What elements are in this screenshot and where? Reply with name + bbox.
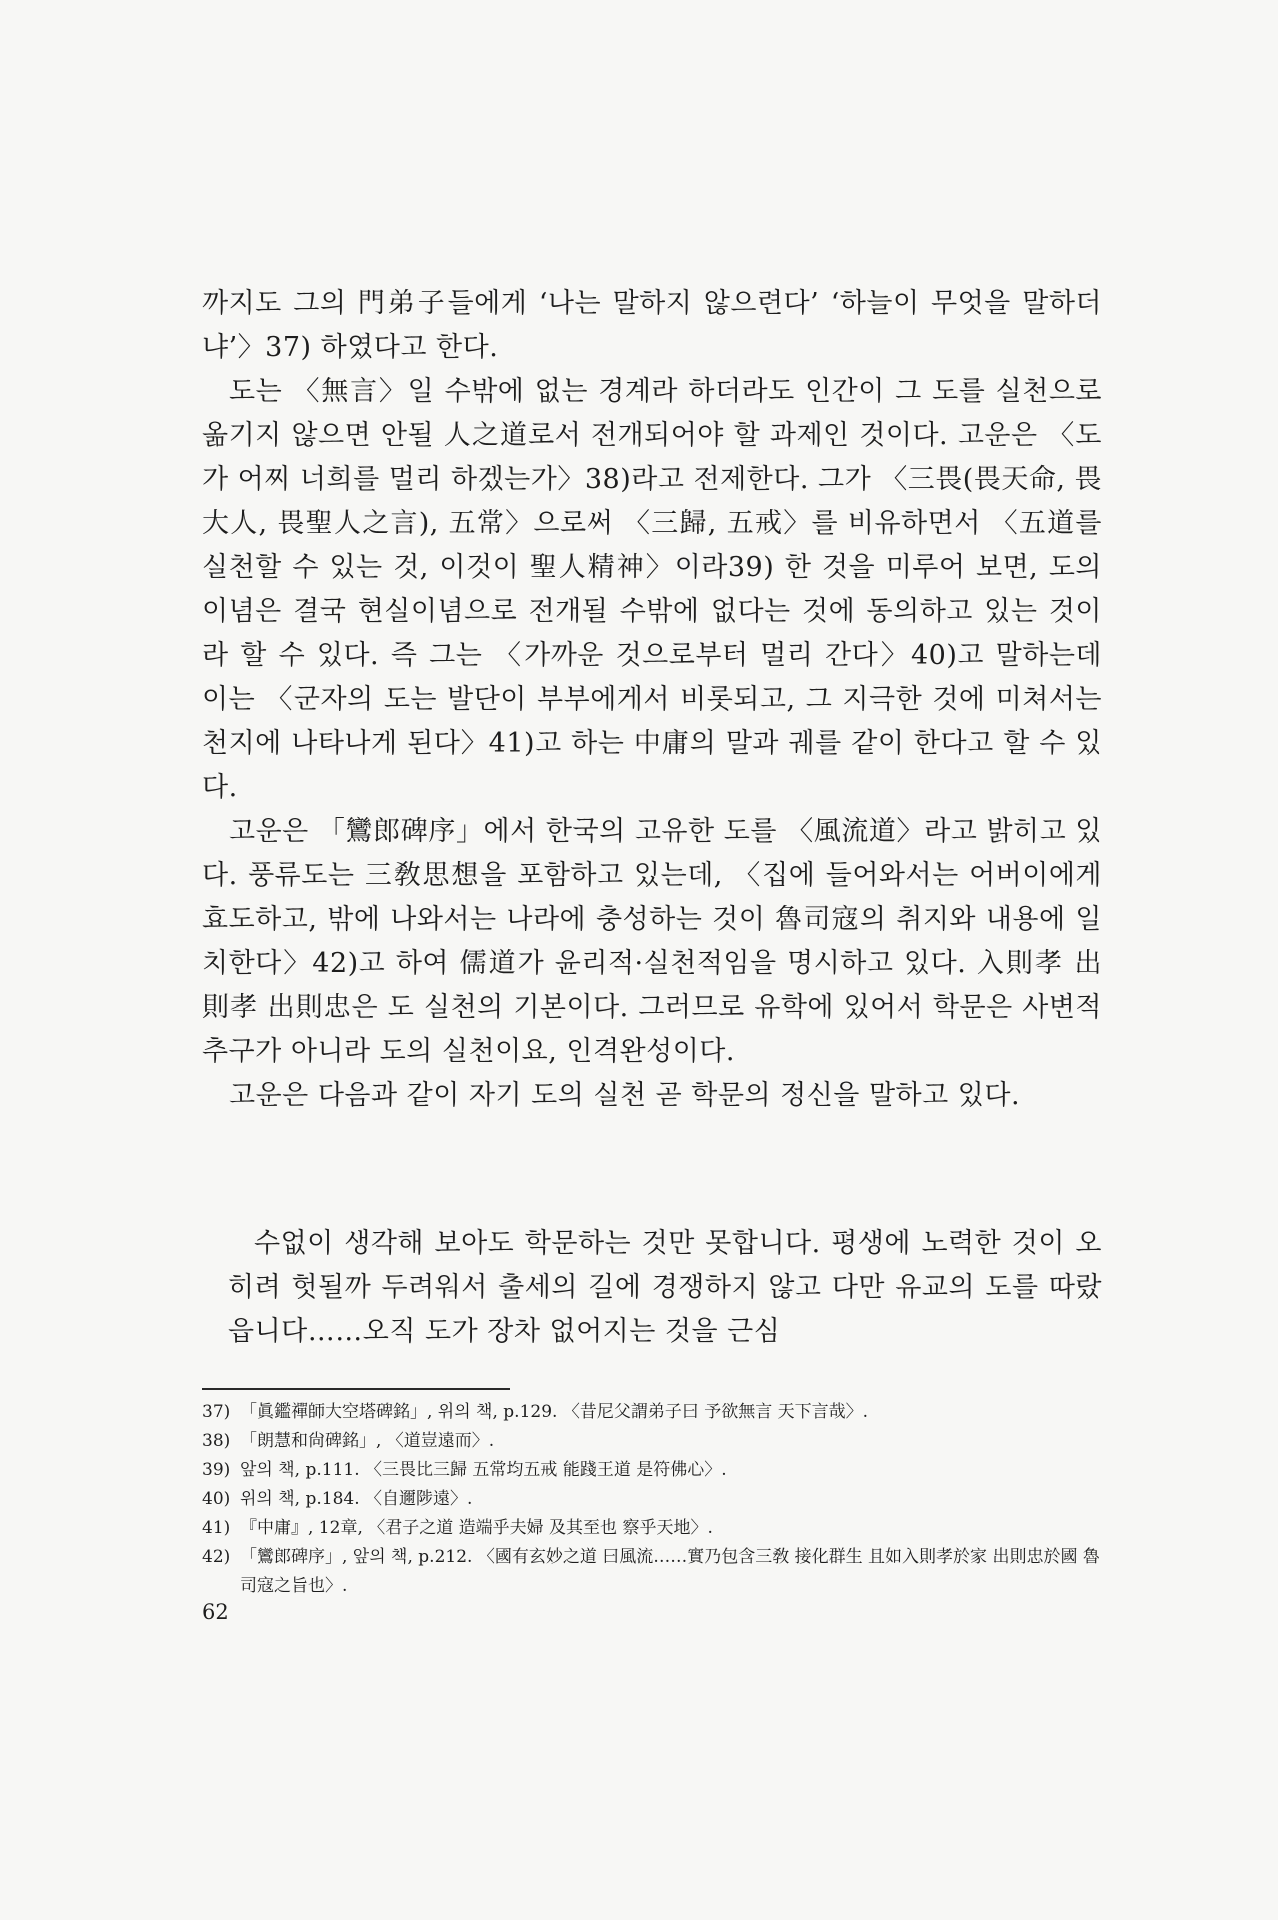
footnote-text: 앞의 책, p.111. 〈三畏比三歸 五常均五戒 能踐王道 是符佛心〉. — [240, 1460, 727, 1480]
footnotes — [202, 1398, 1112, 1601]
paragraph-2: 도는 〈無言〉일 수밖에 없는 경계라 하더라도 인간이 그 도를 실천으로 옮기지 않으면 안될 人之道로서 전개되어야 할 과제인 것이다. 고운은 〈도가 어찌 너희를 멀리 하겠는가〉38)라고 전제한다. 그가 〈三畏(畏天命, 畏大人, 畏聖人之言), 五常〉으로써 〈三歸, 五戒〉를 비유하면서 〈五道를 실천할 수 있는 것, 이것이 聖人精神〉이라39) 한 것을 미루어 보면, 도의 이념은 결국 현실이념으로 전개될 수밖에 없다는 것에 동의하고 있는 것이라 할 수 있다. 즉 그는 〈가까운 것으로부터 멀리 간다〉40)고 말하는데 이는 〈군자의 도는 발단이 부부에게서 비롯되고, 그 지극한 것에 미쳐서는 천지에 나타나게 된다〉41)고 하는 中庸의 말과 궤를 같이 한다고 할 수 있다. — [202, 376, 1102, 803]
footnote-number: 40) — [202, 1489, 231, 1509]
footnote-40 — [202, 1485, 1112, 1514]
footnote-divider — [202, 1388, 510, 1390]
footnote-number: 37) — [202, 1402, 231, 1422]
footnote-text: 「朗慧和尙碑銘」, 〈道豈遠而〉. — [240, 1431, 495, 1451]
footnote-number: 41) — [202, 1518, 231, 1538]
footnote-text: 「鸞郎碑序」, 앞의 책, p.212. 〈國有玄妙之道 曰風流……實乃包含三敎 接化群生 且如入則孝於家 出則忠於國 魯司寇之旨也〉. — [240, 1547, 1100, 1596]
footnote-37 — [202, 1398, 1112, 1427]
footnote-text: 『中庸』, 12章, 〈君子之道 造端乎夫婦 及其至也 察乎天地〉. — [240, 1518, 713, 1538]
footnote-number: 38) — [202, 1431, 231, 1451]
footnote-39 — [202, 1456, 1112, 1485]
paragraph-4: 고운은 다음과 같이 자기 도의 실천 곧 학문의 정신을 말하고 있다. — [229, 1080, 1021, 1111]
body-text — [202, 282, 1102, 1118]
footnote-number: 42) — [202, 1547, 231, 1567]
footnote-42 — [202, 1543, 1112, 1601]
block-quote — [202, 1222, 1102, 1354]
page-number: 62 — [202, 1600, 229, 1624]
footnote-41 — [202, 1514, 1112, 1543]
paragraph-3: 고운은 「鸞郎碑序」에서 한국의 고유한 도를 〈風流道〉라고 밝히고 있다. 풍류도는 三敎思想을 포함하고 있는데, 〈집에 들어와서는 어버이에게 효도하고, 밖에 나와서는 나라에 충성하는 것이 魯司寇의 취지와 내용에 일치한다〉42)고 하여 儒道가 윤리적·실천적임을 명시하고 있다. 入則孝 出則孝 出則忠은 도 실천의 기본이다. 그러므로 유학에 있어서 학문은 사변적 추구가 아니라 도의 실천이요, 인격완성이다. — [202, 816, 1102, 1067]
footnote-38 — [202, 1427, 1112, 1456]
paragraph-1: 까지도 그의 門弟子들에게 ‘나는 말하지 않으련다’ ‘하늘이 무엇을 말하더냐’〉37) 하였다고 한다. — [202, 288, 1102, 363]
quote-text: 수없이 생각해 보아도 학문하는 것만 못합니다. 평생에 노력한 것이 오히려 헛될까 두려워서 출세의 길에 경쟁하지 않고 다만 유교의 도를 따랐읍니다……오직 도가 장차 없어지는 것을 근심 — [228, 1228, 1102, 1347]
footnote-text: 「眞鑑禪師大空塔碑銘」, 위의 책, p.129. 〈昔尼父謂弟子曰 予欲無言 天下言哉〉. — [240, 1402, 869, 1422]
footnote-text: 위의 책, p.184. 〈自邇陟遠〉. — [240, 1489, 473, 1509]
footnote-number: 39) — [202, 1460, 231, 1480]
